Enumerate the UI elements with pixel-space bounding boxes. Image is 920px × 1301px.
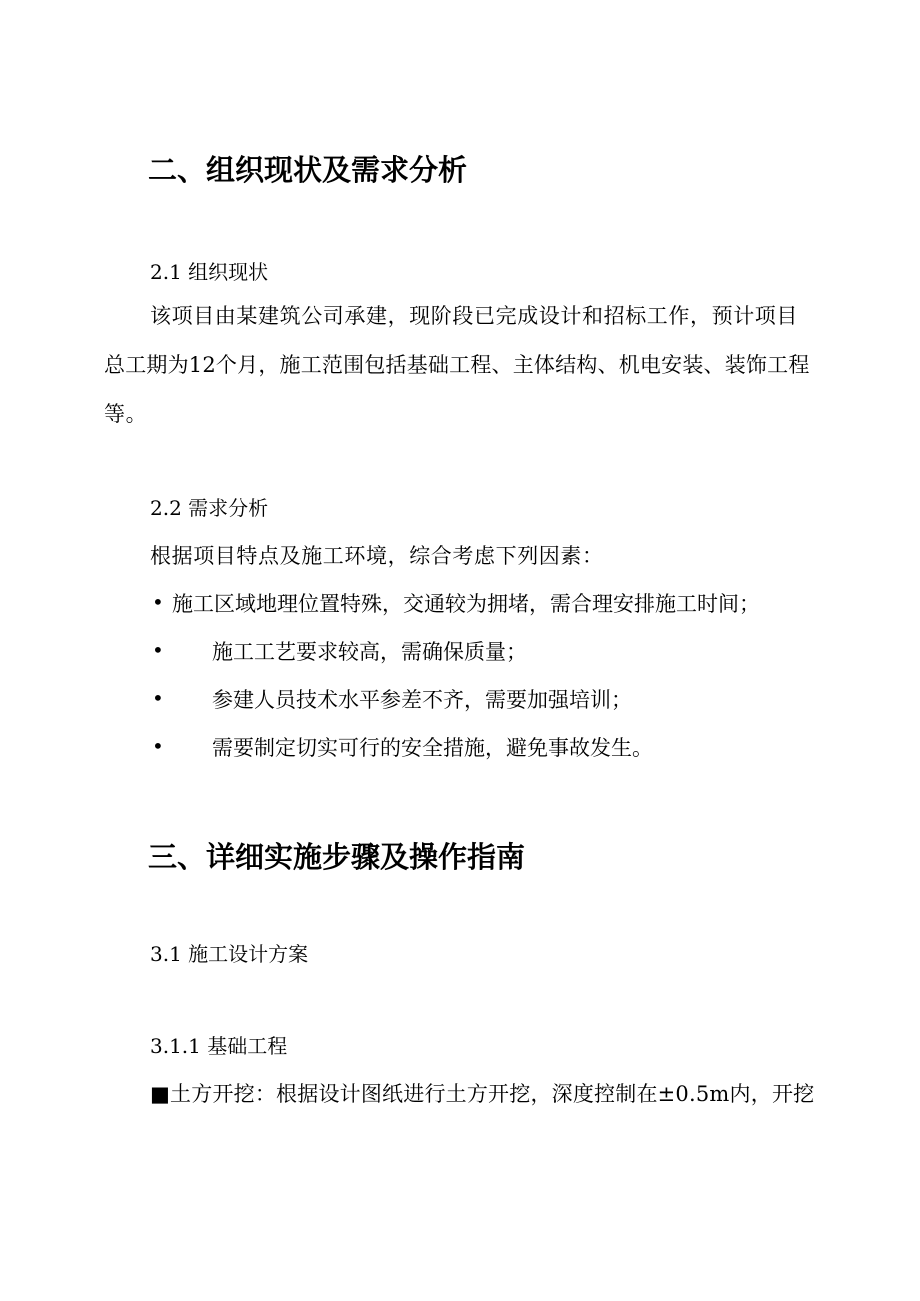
excavation-item: ■土方开挖：根据设计图纸进行土方开挖，深度控制在±0.5m内，开挖: [150, 1082, 815, 1106]
subsection-2-1-title: 2.1 组织现状: [150, 260, 269, 284]
paragraph-line-3: 等。: [104, 402, 148, 426]
list-item: 施工区域地理位置特殊，交通较为拥堵，需合理安排施工时间；: [172, 592, 760, 616]
bullet-marker: •: [152, 734, 164, 758]
paragraph-line-1: 该项目由某建筑公司承建，现阶段已完成设计和招标工作，预计项目: [150, 304, 798, 328]
analysis-intro: 根据项目特点及施工环境，综合考虑下列因素：: [150, 544, 604, 568]
paragraph-line-2: 总工期为12个月，施工范围包括基础工程、主体结构、机电安装、装饰工程: [104, 353, 810, 377]
section-3-heading: 三、详细实施步骤及操作指南: [148, 840, 526, 874]
list-item: 施工工艺要求较高，需确保质量；: [212, 640, 527, 664]
list-item: 需要制定切实可行的安全措施，避免事故发生。: [212, 736, 653, 760]
list-item: 参建人员技术水平参差不齐，需要加强培训；: [212, 688, 632, 712]
subsection-2-2-title: 2.2 需求分析: [150, 496, 269, 520]
subsection-3-1-title: 3.1 施工设计方案: [150, 942, 309, 966]
section-2-heading: 二、组织现状及需求分析: [148, 153, 468, 187]
bullet-marker: •: [152, 686, 164, 710]
bullet-marker: •: [152, 590, 164, 614]
bullet-marker: •: [152, 638, 164, 662]
subsection-3-1-1-title: 3.1.1 基础工程: [150, 1034, 288, 1058]
